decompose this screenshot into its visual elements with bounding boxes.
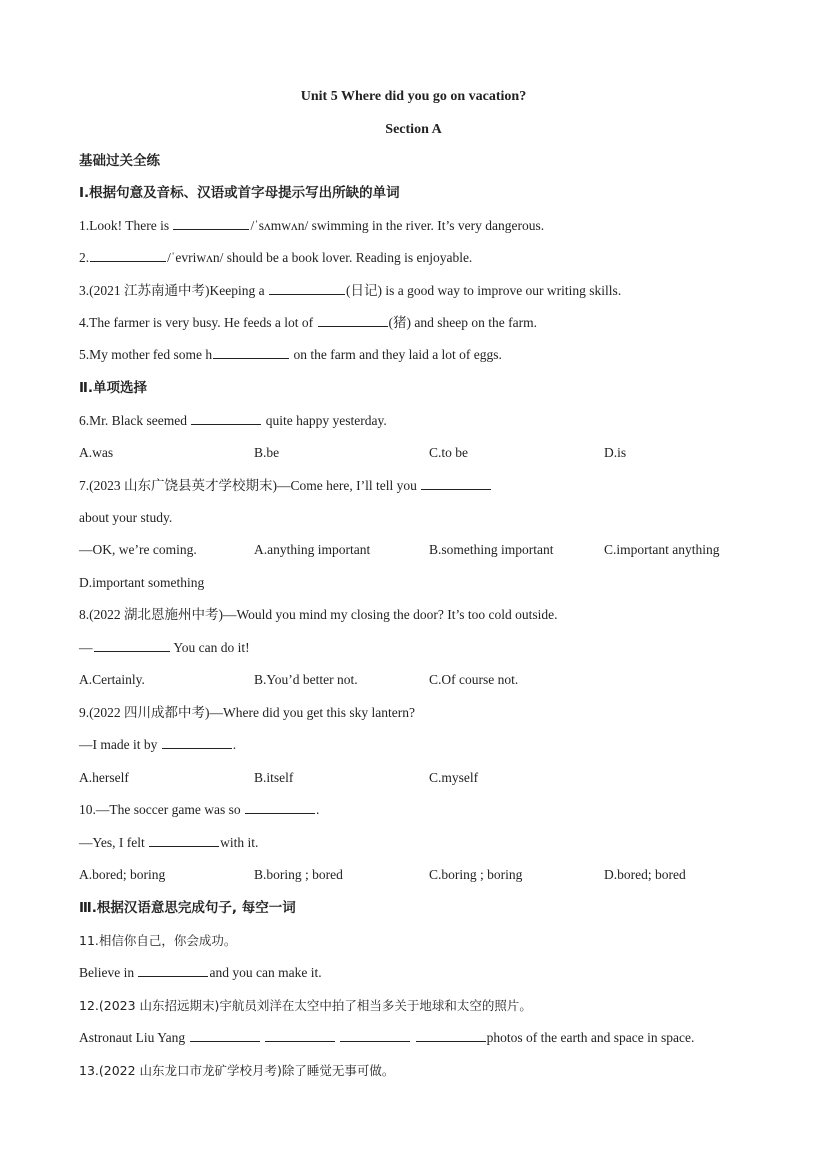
q2-text-b: /ˈevriwʌn/ should be a book lover. Reading is enjoyable. — [167, 250, 473, 265]
q7-reply: —OK, we’re coming. — [79, 542, 197, 557]
q10-option-d[interactable]: D.bored; bored — [604, 867, 686, 882]
q10-stem-b: . — [315, 802, 320, 817]
q9-option-a[interactable]: A.herself — [79, 770, 129, 785]
q12-blank-4[interactable] — [416, 1029, 486, 1042]
q1-blank[interactable] — [173, 217, 249, 230]
q7-option-d[interactable]: D.important something — [79, 575, 205, 590]
q6-stem-a: 6.Mr. Black seemed — [79, 413, 191, 428]
q3-text-b: (日记) is a good way to improve our writing skills. — [345, 283, 622, 298]
question-5 — [79, 346, 502, 364]
q6-option-d[interactable]: D.is — [604, 445, 627, 460]
q11-english — [79, 964, 322, 982]
question-2 — [79, 249, 472, 267]
unit-title: Unit 5 Where did you go on vacation? — [300, 89, 527, 104]
q8-option-a[interactable]: A.Certainly. — [79, 672, 145, 687]
question-7 — [79, 477, 492, 495]
q6-blank[interactable] — [191, 412, 261, 425]
q8-reply-b: You can do it! — [170, 640, 250, 655]
heading: 基础过关全练 — [79, 153, 160, 169]
q1-text-a: 1.Look! There is — [79, 218, 173, 233]
q8-reply-a: — — [79, 640, 93, 655]
question-10 — [79, 801, 319, 819]
q8-reply — [79, 639, 250, 657]
question-1 — [79, 217, 544, 235]
q8-option-b[interactable]: B.You’d better not. — [254, 672, 358, 687]
q7-stem: 7.(2023 山东广饶县英才学校期末)—Come here, I’ll tell you — [79, 478, 421, 493]
q4-text-a: 4.The farmer is very busy. He feeds a lot of — [79, 315, 317, 330]
q6-option-c[interactable]: C.to be — [429, 445, 468, 460]
q1-text-b: /ˈsʌmwʌn/ swimming in the river. It’s very dangerous. — [250, 218, 545, 233]
q10-option-a[interactable]: A.bored; boring — [79, 867, 166, 882]
q11-en-a: Believe in — [79, 965, 138, 980]
question-8: 8.(2022 湖北恩施州中考)—Would you mind my closing the door? It’s too cold outside. — [79, 607, 558, 622]
q11-blank[interactable] — [138, 964, 208, 977]
part1-title: Ⅰ.根据句意及音标、汉语或首字母提示写出所缺的单词 — [79, 185, 400, 201]
q7-option-a[interactable]: A.anything important — [254, 542, 371, 557]
q12-chinese: 12.(2023 山东招远期末)宇航员刘洋在太空中拍了相当多关于地球和太空的照片。 — [79, 998, 532, 1013]
q7-stem-cont: about your study. — [79, 510, 173, 525]
q10-reply-b: with it. — [220, 835, 259, 850]
q9-blank[interactable] — [162, 736, 232, 749]
q5-text-a: 5.My mother fed some h — [79, 347, 213, 362]
q11-chinese: 11.相信你自己，你会成功。 — [79, 933, 237, 948]
part3-title: Ⅲ.根据汉语意思完成句子, 每空一词 — [79, 900, 296, 916]
q10-reply — [79, 834, 258, 852]
q6-option-b[interactable]: B.be — [254, 445, 280, 460]
q5-text-b: on the farm and they laid a lot of eggs. — [290, 347, 502, 362]
q7-blank[interactable] — [421, 477, 491, 490]
q9-option-c[interactable]: C.myself — [429, 770, 479, 785]
q4-text-b: (猪) and sheep on the farm. — [388, 315, 537, 330]
q8-option-c[interactable]: C.Of course not. — [429, 672, 519, 687]
q13-chinese: 13.(2022 山东龙口市龙矿学校月考)除了睡觉无事可做。 — [79, 1063, 395, 1078]
q12-en-a: Astronaut Liu Yang — [79, 1030, 189, 1045]
part2-title: Ⅱ.单项选择 — [79, 380, 148, 396]
q3-blank[interactable] — [269, 282, 345, 295]
question-4 — [79, 314, 537, 332]
q4-blank[interactable] — [318, 314, 388, 327]
q10-option-c[interactable]: C.boring ; boring — [429, 867, 523, 882]
section-title: Section A — [385, 122, 442, 137]
q12-blank-3[interactable] — [340, 1029, 410, 1042]
q5-blank[interactable] — [213, 346, 289, 359]
question-3 — [79, 282, 621, 300]
q10-stem-a: 10.—The soccer game was so — [79, 802, 244, 817]
q10-blank-2[interactable] — [149, 834, 219, 847]
question-9: 9.(2022 四川成都中考)—Where did you get this sky lantern? — [79, 705, 415, 720]
q8-blank[interactable] — [94, 639, 170, 652]
q10-option-b[interactable]: B.boring ; bored — [254, 867, 343, 882]
q12-blank-2[interactable] — [265, 1029, 335, 1042]
q2-blank[interactable] — [90, 249, 166, 262]
q11-en-b: and you can make it. — [209, 965, 322, 980]
question-6 — [79, 412, 387, 430]
q7-option-b[interactable]: B.something important — [429, 542, 554, 557]
q9-reply-a: —I made it by — [79, 737, 161, 752]
q10-blank-1[interactable] — [245, 801, 315, 814]
q7-option-c[interactable]: C.important anything — [604, 542, 720, 557]
q6-option-a[interactable]: A.was — [79, 445, 114, 460]
q12-en-b: photos of the earth and space in space. — [486, 1030, 695, 1045]
q12-blank-1[interactable] — [190, 1029, 260, 1042]
q9-option-b[interactable]: B.itself — [254, 770, 294, 785]
q12-english — [79, 1029, 694, 1047]
q9-reply-b: . — [232, 737, 237, 752]
q3-text-a: 3.(2021 江苏南通中考)Keeping a — [79, 283, 268, 298]
q6-stem-b: quite happy yesterday. — [262, 413, 387, 428]
q9-reply — [79, 736, 236, 754]
q2-text-a: 2. — [79, 250, 90, 265]
q10-reply-a: —Yes, I felt — [79, 835, 149, 850]
